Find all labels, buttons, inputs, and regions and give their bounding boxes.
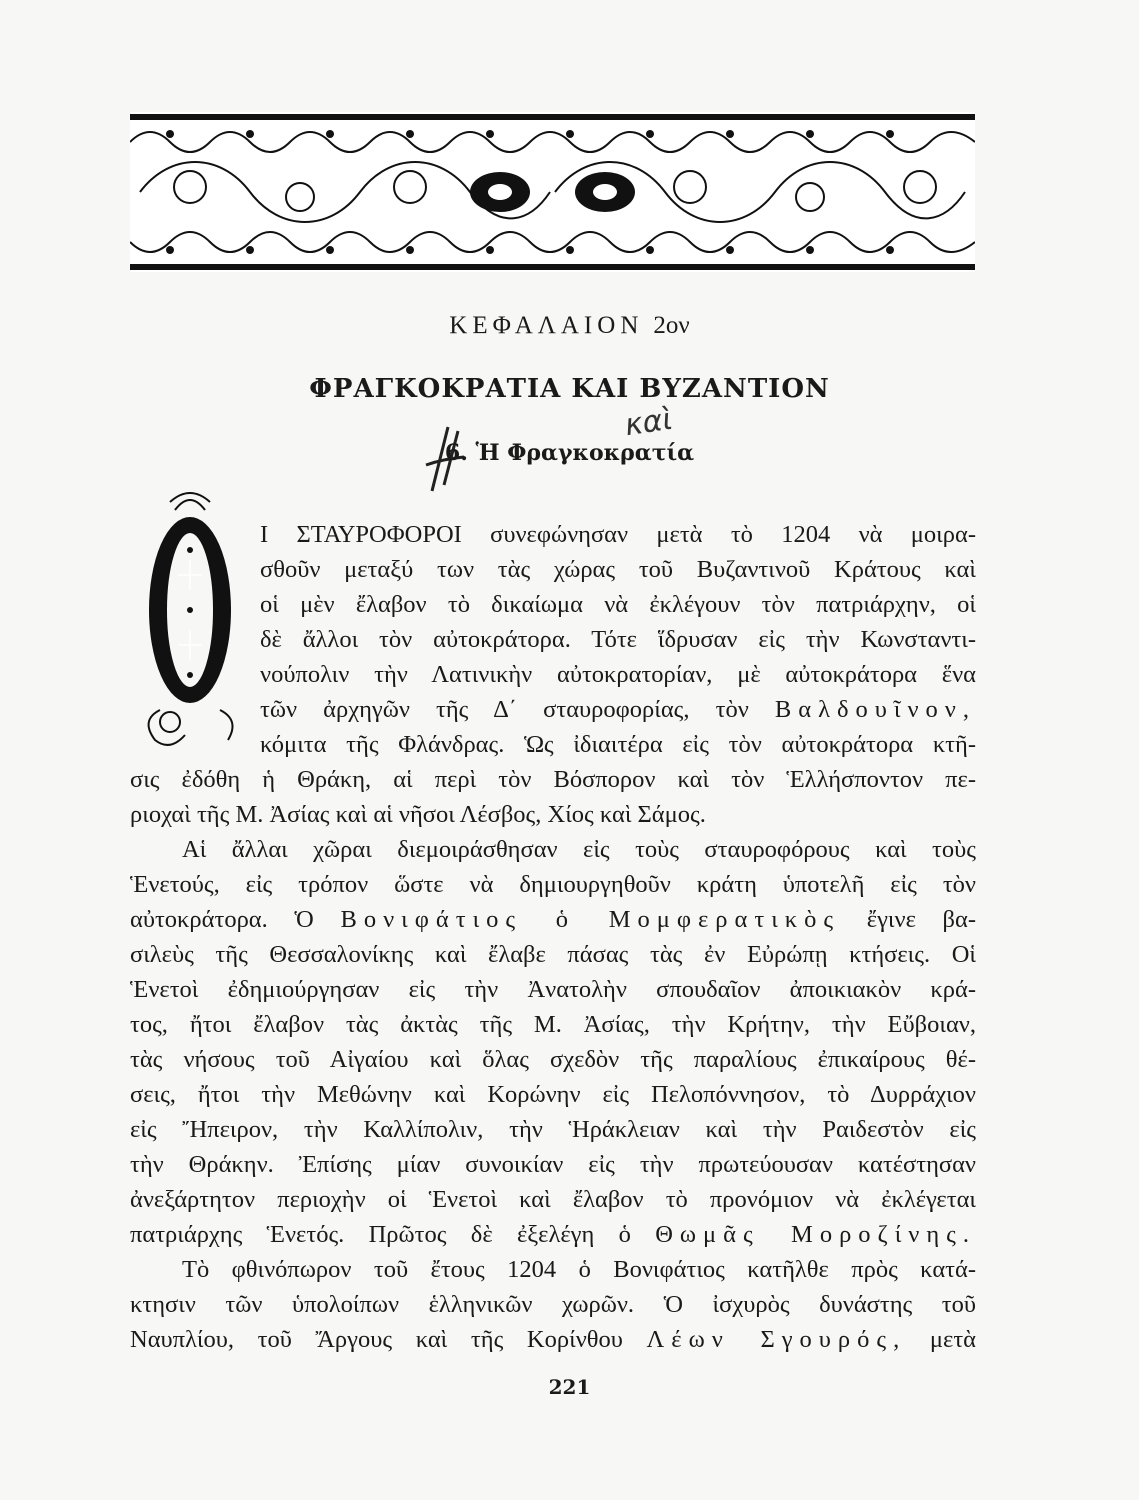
text-line: σθοῦν μεταξύ των τὰς χώρας τοῦ Βυζαντινοῦ Κράτους καὶ	[260, 556, 976, 583]
text-line: Ἑνετούς, εἰς τρόπον ὥστε νὰ δημιουργηθοῦν κράτη ὑποτελῆ εἰς τὸν	[130, 871, 976, 898]
chapter-label	[0, 312, 1139, 340]
text-line-part: ἔγινε βα-	[866, 906, 976, 933]
text-line: νούπολιν τὴν Λατινικὴν αὐτοκρατορίαν, μὲ αὐτοκράτορα ἕνα	[260, 661, 976, 688]
text-line: δὲ ἄλλοι τὸν αὐτοκράτορα. Τότε ἵδρυσαν εἰς τὴν Κωνσταντι-	[260, 626, 976, 653]
page-number: 221	[548, 1375, 591, 1399]
spaced-name: Βαλδουῖνον,	[774, 696, 976, 723]
text-line: τος, ἤτοι ἔλαβον τὰς ἀκτὰς τῆς Μ. Ἀσίας, τὴν Κρήτην, τὴν Εὔβοιαν,	[130, 1011, 976, 1038]
text-line: ριοχαὶ τῆς Μ. Ἀσίας καὶ αἱ νῆσοι Λέσβος, Χίος καὶ Σάμος.	[130, 801, 706, 828]
spaced-name: Βονιφάτιος ὁ Μομφερατικὸς	[340, 906, 841, 933]
text-line: ἀνεξάρτητον περιοχὴν οἱ Ἑνετοὶ καὶ ἔλαβον τὸ προνόμιον νὰ ἐκλέγεται	[130, 1186, 976, 1213]
chapter-number: 2ον	[653, 312, 690, 339]
chapter-label-text: ΚΕΦΑΛΑΙΟΝ	[449, 312, 644, 339]
handwritten-note: καὶ	[622, 401, 675, 444]
text-line	[130, 902, 976, 937]
spaced-name: Θωμᾶς Μοροζίνης.	[655, 1221, 976, 1248]
text-line: τὰς νήσους τοῦ Αἰγαίου καὶ ὅλας σχεδὸν τῆς παραλίους ἐπικαίρους θέ-	[130, 1046, 976, 1073]
text-line-part: μετὰ	[929, 1326, 976, 1353]
text-line: οἱ μὲν ἔλαβον τὸ δικαίωμα νὰ ἐκλέγουν τὸν πατριάρχην, οἱ	[260, 591, 976, 618]
text-line-part: τῶν ἀρχηγῶν τῆς Δ΄ σταυροφορίας, τὸν	[260, 696, 749, 723]
paragraph-3	[130, 1252, 976, 1357]
text-line	[130, 1217, 976, 1252]
text-line: τὴν Θράκην. Ἐπίσης μίαν συνοικίαν εἰς τὴν πρωτεύουσαν κατέστησαν	[130, 1151, 976, 1178]
text-line: Ι ΣΤΑΥΡΟΦΟΡΟΙ συνεφώνησαν μετὰ τὸ 1204 νὰ μοιρα-	[260, 521, 976, 548]
text-line: σιλεὺς τῆς Θεσσαλονίκης καὶ ἔλαβε πάσας τὰς ἐν Εὐρώπῃ κτήσεις. Οἱ	[130, 941, 976, 968]
section-heading: 6. Ἡ Φραγκοκρατία	[444, 440, 695, 466]
text-line-part: αὐτοκράτορα. Ὁ	[130, 906, 314, 933]
text-line-part: Ναυπλίου, τοῦ Ἄργους καὶ τῆς Κορίνθου	[130, 1326, 623, 1353]
text-line: σις ἐδόθη ἡ Θράκη, αἱ περὶ τὸν Βόσπορον καὶ τὸν Ἑλλήσποντον πε-	[130, 766, 976, 793]
text-line: σεις, ἤτοι τὴν Μεθώνην καὶ Κορώνην εἰς Πελοπόννησον, τὸ Δυρράχιον	[130, 1081, 976, 1108]
text-line-part: πατριάρχης Ἑνετός. Πρῶτος δὲ ἐξελέγη ὁ	[130, 1221, 631, 1248]
chapter-title: ΦΡΑΓΚΟΚΡΑΤΙΑ ΚΑΙ ΒΥΖΑΝΤΙΟΝ	[309, 374, 830, 404]
paragraph-1	[130, 517, 976, 832]
paragraph-2	[130, 832, 976, 1252]
text-line: Αἱ ἄλλαι χῶραι διεμοιράσθησαν εἰς τοὺς σταυροφόρους καὶ τοὺς	[182, 836, 976, 863]
text-line	[130, 692, 976, 727]
text-line: εἰς Ἤπειρον, τὴν Καλλίπολιν, τὴν Ἡράκλειαν καὶ τὴν Ραιδεστὸν εἰς	[130, 1116, 976, 1143]
text-line: Τὸ φθινόπωρον τοῦ ἔτους 1204 ὁ Βονιφάτιος κατῆλθε πρὸς κατά-	[182, 1256, 976, 1283]
text-line: κόμιτα τῆς Φλάνδρας. Ὡς ἰδιαιτέρα εἰς τὸν αὐτοκράτορα κτῆ-	[260, 731, 976, 758]
ornamental-header-band	[130, 112, 975, 272]
text-line: κτησιν τῶν ὑπολοίπων ἑλληνικῶν χωρῶν. Ὁ ἰσχυρὸς δυνάστης τοῦ	[130, 1291, 976, 1318]
text-line: Ἑνετοὶ ἐδημιούργησαν εἰς τὴν Ἀνατολὴν σπουδαῖον ἀποικιακὸν κρά-	[130, 976, 976, 1003]
spaced-name: Λέων Σγουρός,	[646, 1326, 907, 1353]
text-line	[130, 1322, 976, 1357]
